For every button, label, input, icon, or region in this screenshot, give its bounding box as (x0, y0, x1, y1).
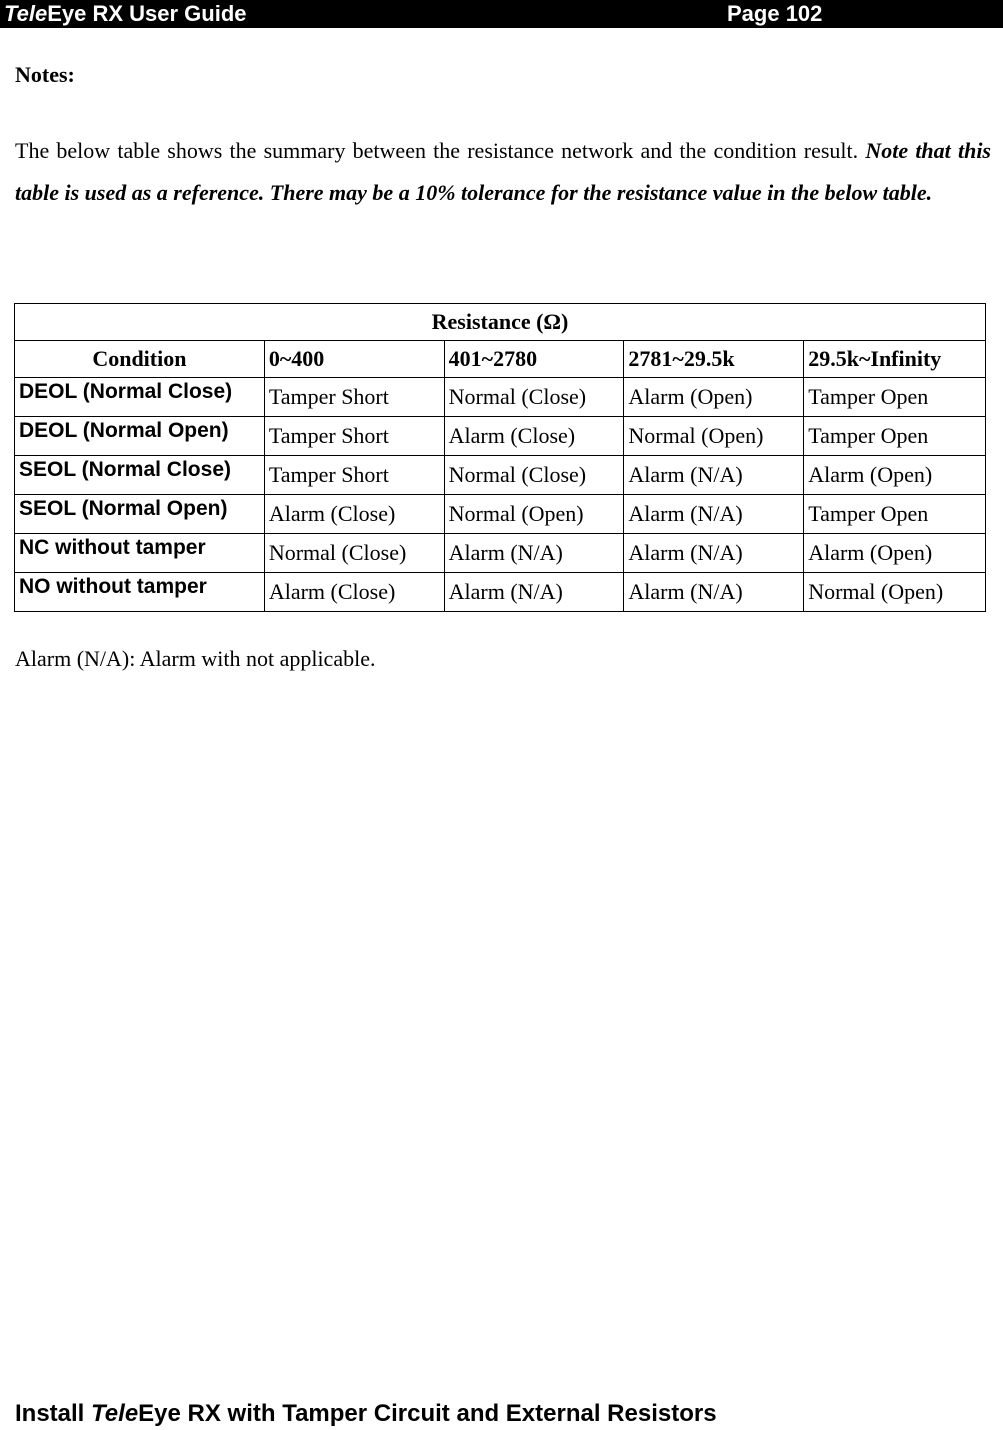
column-header: Condition (15, 341, 265, 378)
footer-brand-italic: Tele (91, 1400, 139, 1427)
footer-prefix: Install (15, 1400, 92, 1427)
table-cell: Tamper Open (804, 417, 986, 456)
intro-emphasis: Note that this table is used as a reference. There may be a 10% tolerance for the resistance value in the below table. (15, 138, 991, 205)
table-cell: Tamper Short (264, 378, 444, 417)
table-row (15, 456, 986, 495)
row-condition: DEOL (Normal Close) (15, 378, 265, 417)
notes-heading: Notes: (15, 62, 75, 87)
table-cell: Alarm (N/A) (444, 534, 624, 573)
column-header: 29.5k~Infinity (804, 341, 986, 378)
table-cell: Normal (Close) (444, 378, 624, 417)
table-cell: Alarm (N/A) (624, 456, 804, 495)
table-row (15, 573, 986, 612)
column-header: 2781~29.5k (624, 341, 804, 378)
brand-italic: Tele (4, 1, 48, 26)
table-cell: Normal (Open) (804, 573, 986, 612)
table-row (15, 378, 986, 417)
table-cell: Tamper Open (804, 495, 986, 534)
row-condition: DEOL (Normal Open) (15, 417, 265, 456)
table-cell: Tamper Open (804, 378, 986, 417)
brand-rest: Eye RX User Guide (47, 1, 247, 26)
intro-paragraph (15, 130, 991, 214)
table-cell: Alarm (N/A) (624, 573, 804, 612)
table-cell: Alarm (Open) (804, 456, 986, 495)
table-cell: Alarm (Close) (264, 495, 444, 534)
table-cell: Alarm (Close) (264, 573, 444, 612)
table-cell: Alarm (Close) (444, 417, 624, 456)
table-cell: Normal (Open) (624, 417, 804, 456)
table-cell: Tamper Short (264, 456, 444, 495)
table-cell: Tamper Short (264, 417, 444, 456)
footer-rest: Eye RX with Tamper Circuit and External Resistors (138, 1400, 717, 1427)
row-condition: NC without tamper (15, 534, 265, 573)
page-header (0, 0, 1003, 28)
intro-plain: The below table shows the summary between the resistance network and the condition result. (15, 138, 866, 163)
table-cell: Alarm (Open) (624, 378, 804, 417)
table-cell: Alarm (N/A) (624, 495, 804, 534)
table-cell: Alarm (N/A) (624, 534, 804, 573)
footnote: Alarm (N/A): Alarm with not applicable. (15, 646, 376, 671)
table-cell: Alarm (N/A) (444, 573, 624, 612)
row-condition: SEOL (Normal Close) (15, 456, 265, 495)
table-row (15, 534, 986, 573)
table-row (15, 417, 986, 456)
table-cell: Normal (Close) (264, 534, 444, 573)
table-title: Resistance (Ω) (15, 304, 986, 341)
table-cell: Normal (Open) (444, 495, 624, 534)
column-header: 0~400 (264, 341, 444, 378)
resistance-table (14, 303, 986, 612)
table-cell: Alarm (Open) (804, 534, 986, 573)
row-condition: SEOL (Normal Open) (15, 495, 265, 534)
row-condition: NO without tamper (15, 573, 265, 612)
table-title-row (15, 304, 986, 341)
column-header: 401~2780 (444, 341, 624, 378)
section-footer (15, 1400, 717, 1428)
header-title (4, 0, 247, 28)
table-header-row (15, 341, 986, 378)
table-row (15, 495, 986, 534)
table-cell: Normal (Close) (444, 456, 624, 495)
page-number: Page 102 (727, 1, 823, 26)
